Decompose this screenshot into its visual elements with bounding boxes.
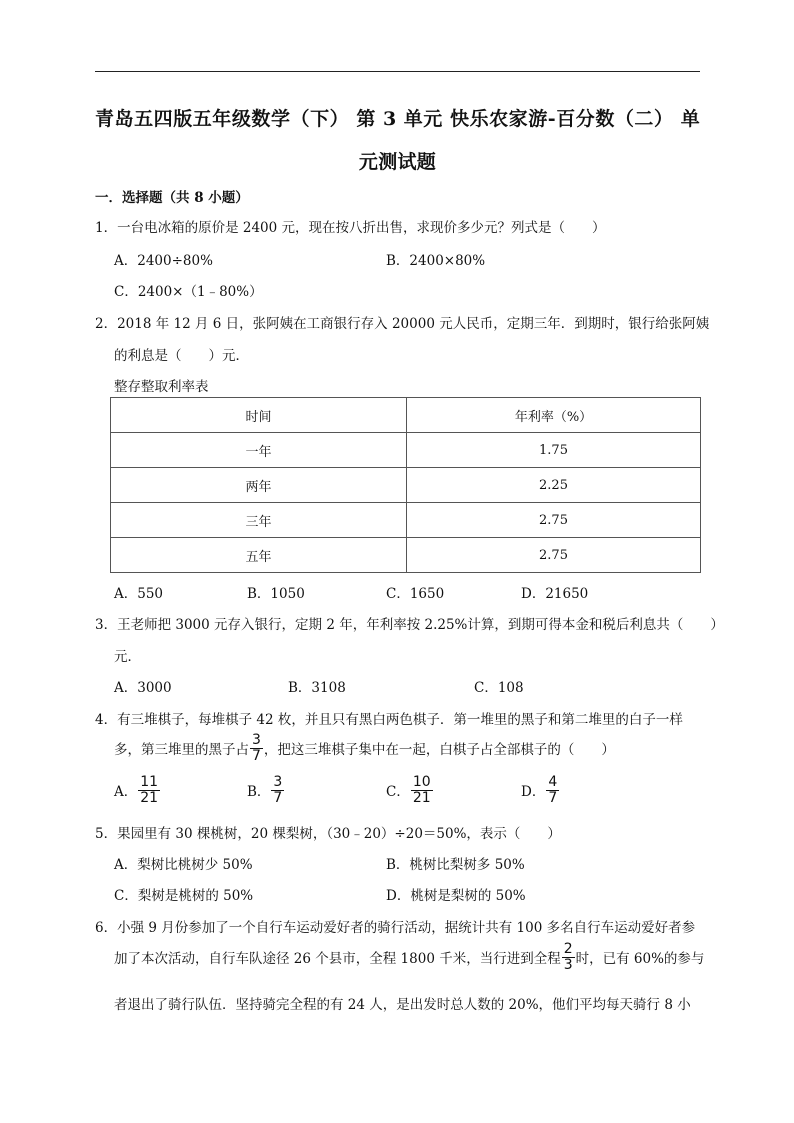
q3-option-b[interactable]: B．3108 <box>288 680 346 696</box>
table-cell: 五年 <box>111 538 407 573</box>
q3-stem-line-2: 元． <box>114 649 141 665</box>
q4-stem-text-pre: 多，第三堆里的黑子占 <box>114 742 249 759</box>
q6-stem-text-post: 时，已有 60%的参与 <box>575 951 705 968</box>
q2-option-b[interactable]: B．1050 <box>247 586 305 602</box>
option-fraction <box>271 775 284 805</box>
table-cell: 2.75 <box>407 503 701 538</box>
q2-option-d[interactable]: D．21650 <box>521 586 589 602</box>
table-row <box>111 468 701 503</box>
q1-option-c[interactable]: C．2400×（1﹣80%） <box>114 284 263 300</box>
q2-option-c[interactable]: C．1650 <box>386 586 445 602</box>
option-label: C． <box>386 784 410 801</box>
option-fraction <box>546 775 559 805</box>
table-row <box>111 538 701 573</box>
fraction-denominator: 7 <box>252 747 261 764</box>
fraction-denominator: 7 <box>273 789 283 806</box>
q4-stem-line-2 <box>114 733 615 763</box>
q4-stem-text-post: ，把这三堆棋子集中在一起，白棋子占全部棋子的（ ） <box>263 742 615 759</box>
q5-option-a[interactable]: A．梨树比桃树少 50% <box>114 857 253 873</box>
q6-stem-line-1: 6．小强 9 月份参加了一个自行车运动爱好者的骑行活动，据统计共有 100 多名自行车运动爱好者参 <box>95 920 696 936</box>
page-title-line-2: 元测试题 <box>358 151 437 173</box>
q4-inline-fraction <box>250 733 263 763</box>
fraction-denominator: 3 <box>563 956 573 973</box>
q1-stem: 1．一台电冰箱的原价是 2400 元，现在按八折出售，求现价多少元？列式是（ ） <box>95 220 606 236</box>
fraction-numerator: 10 <box>412 774 431 790</box>
option-fraction <box>411 775 433 805</box>
q2-stem-line-2: 的利息是（ ）元． <box>114 348 249 364</box>
q4-option-d[interactable] <box>521 775 560 805</box>
fraction-numerator: 4 <box>548 774 558 790</box>
q2-option-a[interactable]: A．550 <box>114 586 164 602</box>
table-cell: 2.25 <box>407 468 701 503</box>
q4-stem-line-1: 4．有三堆棋子，每堆棋子 42 枚，并且只有黑白两色棋子．第一堆里的黑子和第二堆里的白子一样 <box>95 712 683 728</box>
interest-rate-table <box>110 397 701 573</box>
q6-stem-line-3: 者退出了骑行队伍．坚持骑完全程的有 24 人，是出发时总人数的 20%，他们平均每天骑行 8 小 <box>114 997 691 1013</box>
q3-option-a[interactable]: A．3000 <box>114 680 172 696</box>
table-cell: 1.75 <box>407 433 701 468</box>
table-row <box>111 433 701 468</box>
q5-stem: 5．果园里有 30 棵桃树，20 棵梨树，（30﹣20）÷20＝50%，表示（ ） <box>95 826 561 842</box>
page-title-line-1: 青岛五四版五年级数学（下） 第 3 单元 快乐农家游-百分数（二） 单 <box>95 108 700 130</box>
q4-option-c[interactable] <box>386 775 434 805</box>
table-header-row <box>111 398 701 433</box>
table-header-cell: 时间 <box>111 398 407 433</box>
table-cell: 一年 <box>111 433 407 468</box>
q1-option-b[interactable]: B．2400×80% <box>386 253 486 269</box>
fraction-numerator: 2 <box>563 941 573 957</box>
q5-option-d[interactable]: D．桃树是梨树的 50% <box>386 888 526 904</box>
table-header-cell: 年利率（%） <box>407 398 701 433</box>
table-cell: 两年 <box>111 468 407 503</box>
header-rule <box>95 71 700 72</box>
fraction-numerator: 3 <box>252 732 261 748</box>
fraction-denominator: 21 <box>140 789 159 806</box>
option-label: A． <box>114 784 138 801</box>
option-fraction <box>138 775 160 805</box>
option-label: B． <box>247 784 271 801</box>
fraction-denominator: 7 <box>548 789 558 806</box>
table-cell: 三年 <box>111 503 407 538</box>
q1-option-a[interactable]: A．2400÷80% <box>114 253 213 269</box>
option-label: D． <box>521 784 546 801</box>
table-caption: 整存整取利率表 <box>114 379 209 395</box>
q6-stem-line-2 <box>114 942 704 972</box>
table-row <box>111 503 701 538</box>
table-cell: 2.75 <box>407 538 701 573</box>
q3-option-c[interactable]: C．108 <box>474 680 524 696</box>
fraction-numerator: 11 <box>140 774 159 790</box>
q5-option-c[interactable]: C．梨树是桃树的 50% <box>114 888 254 904</box>
q4-option-b[interactable] <box>247 775 285 805</box>
q5-option-b[interactable]: B．桃树比梨树多 50% <box>386 857 525 873</box>
q2-stem-line-1: 2．2018 年 12 月 6 日，张阿姨在工商银行存入 20000 元人民币，定期三年．到期时，银行给张阿姨 <box>95 316 710 332</box>
section-heading: 一．选择题（共 8 小题） <box>95 190 249 206</box>
fraction-denominator: 21 <box>412 789 431 806</box>
q6-inline-fraction <box>562 942 575 972</box>
fraction-numerator: 3 <box>273 774 283 790</box>
q4-option-a[interactable] <box>114 775 161 805</box>
q3-stem-line-1: 3．王老师把 3000 元存入银行，定期 2 年，年利率按 2.25%计算，到期可得本金和税后利息共（ ） <box>95 617 724 633</box>
q6-stem-text-pre: 加了本次活动，自行车队途径 26 个县市，全程 1800 千米，当行进到全程 <box>114 951 561 968</box>
